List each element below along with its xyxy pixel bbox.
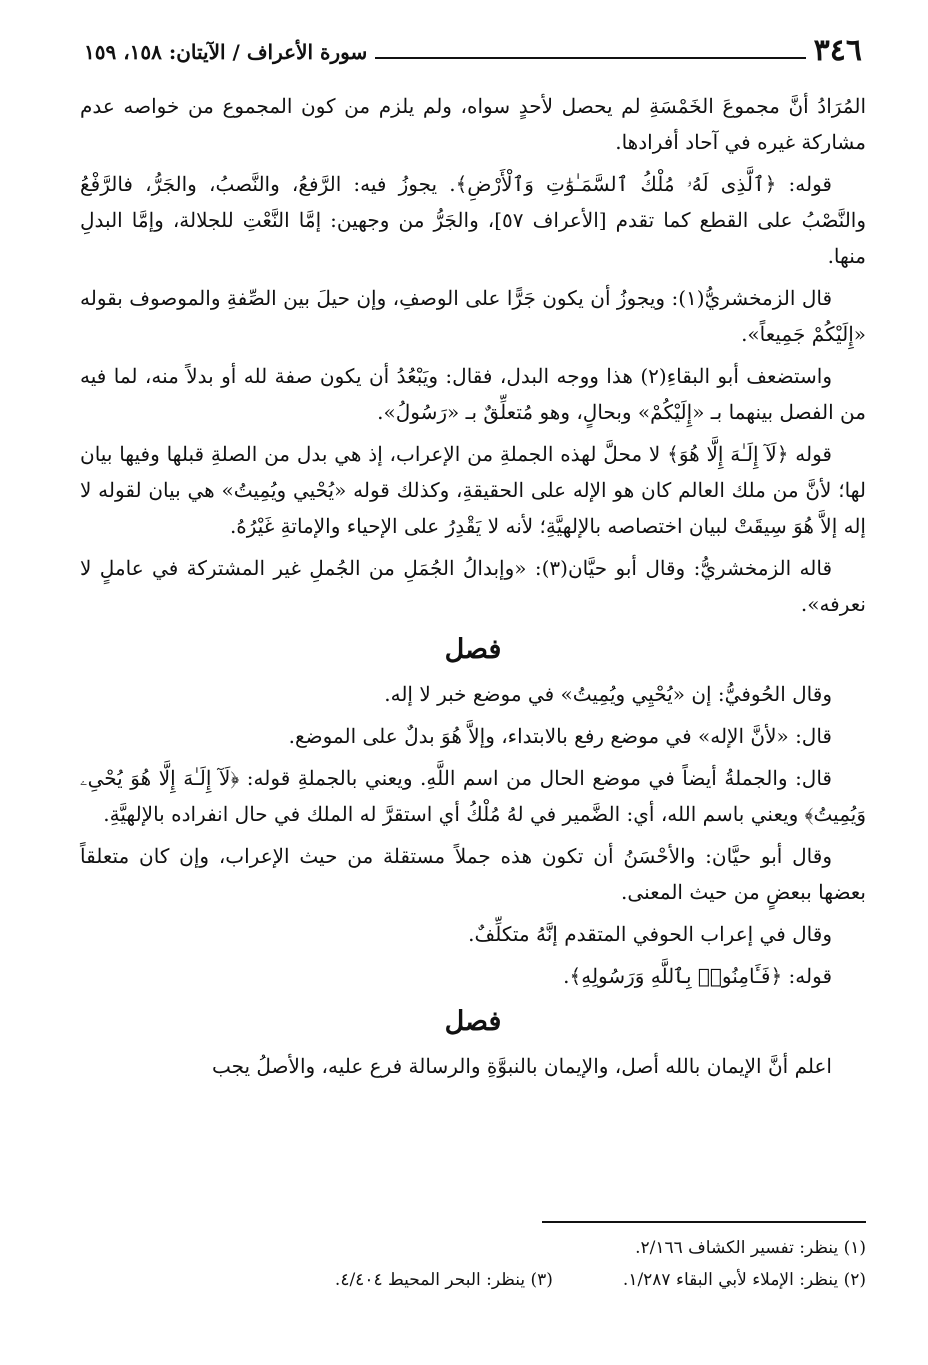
- paragraph: وقال في إعراب الحوفي المتقدم إنَّهُ متكلِّفٌ.: [468, 922, 832, 946]
- footnote: (١) ينظر: تفسير الكشاف ٢/١٦٦.: [635, 1238, 866, 1258]
- page-number: ٣٤٦: [813, 33, 862, 68]
- paragraph: قوله: ﴿فَـَٔامِنُوا۟ بِٱللَّهِ وَرَسُولِهِ﴾.: [563, 964, 832, 988]
- paragraph: اعلم أنَّ الإيمان بالله أصل، والإيمان بالنبوَّةِ والرسالة فرع عليه، والأصلُ يجب: [211, 1054, 832, 1078]
- section-heading: فصل: [444, 1006, 502, 1037]
- footnote-separator: [542, 1221, 866, 1223]
- paragraph: قال: والجملةُ أيضاً في موضع الحال من اسم اللَّهِ. ويعني بالجملةِ قوله: ﴿لَآ إِلَـٰهَ إِلَّا هُوَ يُحْىِۦ وَيُمِيتُ﴾ ويعني باسم الله، أي: الضَّمير في لهُ مُلْكُ أي استقرَّ له الملك في حال انفراده بالإلهيَّةِ.: [80, 766, 866, 826]
- paragraph: المُرَادُ أنَّ مجموعَ الخَمْسَةِ لم يحصل لأحدٍ سواه، ولم يلزم من كون المجموع من خواصه عدم مشاركة غيره في آحاد أفرادها.: [80, 94, 866, 154]
- paragraph: قال الزمخشريُّ(١): ويجوزُ أن يكون جَرًّا على الوصفِ، وإن حيلَ بين الصِّفةِ والموصوف بقوله «إِلَيْكُمْ جَمِيعاً».: [80, 286, 866, 346]
- paragraph: واستضعف أبو البقاءِ(٢) هذا ووجه البدل، فقال: ويَبْعُدُ أن يكون صفة لله أو بدلاً منه، لما فيه من الفصل بينهما بـ «إِلَيْكُمْ» وبحالٍ، وهو مُتعلِّقٌ بـ «رَسُولُ».: [80, 364, 866, 424]
- header-title: سورة الأعراف / الآيتان: ١٥٨، ١٥٩: [84, 40, 368, 64]
- paragraph: وقال الحُوفيُّ: إن «يُحْيِي ويُمِيتُ» في موضع خبر لا إله.: [384, 682, 832, 706]
- footnote: (٣) ينظر: البحر المحيط ٤/٤٠٤.: [334, 1270, 553, 1290]
- paragraph: قال: «لأنَّ الإله» في موضع رفع بالابتداء، وإلاَّ هُوَ بدلٌ على الموضع.: [288, 724, 832, 748]
- paragraph: قوله: ﴿ٱلَّذِى لَهُۥ مُلْكُ ٱلسَّمَـٰوَٰتِ وَٱلْأَرْضِ﴾. يجوزُ فيه: الرَّفعُ، والنَّصبُ، والجَرُّ، فالرَّفْعُ والنَّصْبُ على القطع كما تقدم [الأعراف ٥٧]، والجَرُّ من وجهين: إمَّا النَّعْتِ للجلالة، وإمَّا البدلِ منها.: [80, 172, 867, 268]
- paragraph: وقال أبو حيَّان: والأحْسَنُ أن تكون هذه جملاً مستقلة من حيث الإعراب، وإن كان متعلقاً بعضها ببعضٍ من حيث المعنى.: [80, 844, 866, 904]
- footnotes: [80, 1232, 866, 1296]
- running-header: [80, 32, 866, 66]
- section-heading: فصل: [444, 634, 502, 665]
- paragraph: قاله الزمخشريُّ: وقال أبو حيَّان(٣): «وإبدالُ الجُمَلِ من الجُملِ غير المشتركة في عاملٍ لا نعرفه».: [80, 556, 866, 616]
- paragraph: قوله ﴿لَآ إِلَـٰهَ إِلَّا هُوَ﴾ لا محلَّ لهذه الجملةِ من الإعراب، إذ هي بدل من الصلةِ قبلها وفيها بيان لها؛ لأنَّ من ملك العالم كان هو الإله على الحقيقةِ، وكذلك قوله «يُحْيي ويُمِيتُ» هي بيان لقوله لا إله إلاَّ هُوَ سِيقَتْ لبيان اختصاصه بالإلهيَّةِ؛ لأنه لا يَقْدِرُ على الإحياء والإماتةِ غَيْرُهُ.: [80, 442, 866, 538]
- footnote: (٢) ينظر: الإملاء لأبي البقاء ١/٢٨٧.: [622, 1270, 866, 1290]
- main-text: [80, 88, 866, 1084]
- footnote-row: [80, 1264, 866, 1296]
- header-rule: [375, 57, 805, 59]
